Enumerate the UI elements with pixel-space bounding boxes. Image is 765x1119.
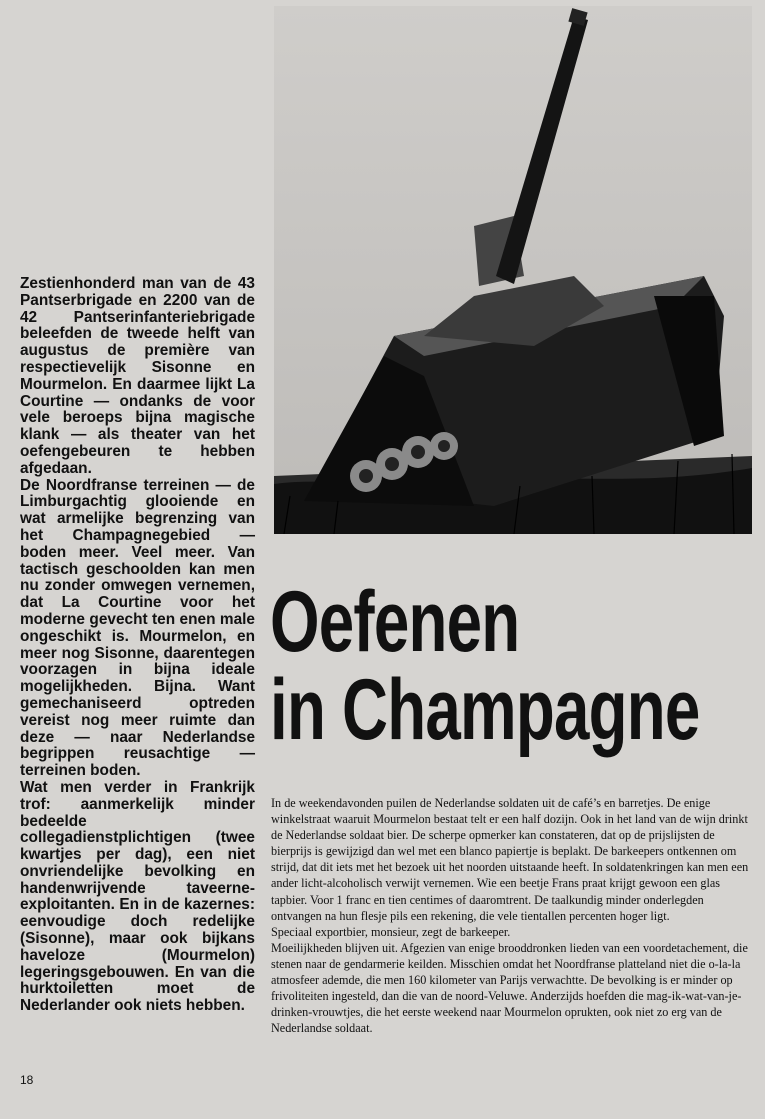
intro-column <box>20 276 255 1015</box>
body-paragraph-2: Speciaal exportbier, monsieur, zegt de barkeeper. <box>271 924 511 939</box>
headline-line-1: Oefenen <box>270 574 520 670</box>
body-paragraph-3: Moeilijkheden blijven uit. Afgezien van enige brooddronken lieden van een voordetachement, die stenen naar de gendarmerie keilden. Misschien omdat het Noordfranse platteland niet die o-la-la atmosfeer ademde, die men 160 kilometer van Parijs verwachtte. De bevolking is er minder op frivoliteiten ingesteld, dan die van de noord-Veluwe. Anderzijds hoefden die mag-ik-wat-van-je-drinken-vrouwtjes, die het eerste weekend naar Mourmelon oprukten, ook niet zo erg van de Nederlandse soldaat. <box>271 940 748 1036</box>
body-column <box>271 795 749 1036</box>
tank-icon <box>274 6 752 534</box>
intro-paragraph-3: Wat men verder in Frankrijk trof: aanmerkelijk minder bedeelde collegadienstplichtigen (twee kwartjes per dag), een niet onvriendelijke bevolking en handenwrijvende taveerne-exploitanten. En in de kazernes: eenvoudige doch redelijke (Sisonne), maar ook bijkans haveloze (Mourmelon) legeringsgebouwen. En van die hurktoiletten moet de Nederlander ook niets hebben. <box>20 778 255 1015</box>
intro-paragraph-1: Zestienhonderd man van de 43 Pantserbrigade en 2200 van de 42 Pantserinfanteriebrigade beleefden de tweede helft van augustus de première van respectievelijk Sisonne en Mourmelon. En daarmee lijkt La Courtine — ondanks de voor vele beroeps bijna magische klank — als theater van het oefengebeuren te hebben afgedaan. <box>20 275 255 477</box>
page-number: 18 <box>20 1073 34 1087</box>
headline-line-2: in Champagne <box>270 662 700 758</box>
article-headline <box>270 574 700 758</box>
tank-photo <box>274 6 752 534</box>
body-paragraph-1: In de weekendavonden puilen de Nederlandse soldaten uit de café’s en barretjes. De enige winkelstraat waaruit Mourmelon bestaat telt er een half dozijn. Ook in het land van de wijn drinkt de Nederlandse soldaat bier. De scherpe opmerker kan constateren, dat op de prijslijsten de bierprijs is gewijzigd dan wel met een blanco papiertje is beplakt. De barkeepers ontkennen om strijd, dat dit iets met het bezoek uit het noorden uitstaande heeft. In soldatenkringen kan men een ander licht-alcoholisch verwijt vernemen. Wie een beetje Frans praat krijgt gewoon een glas tapbier. Voor 1 franc en tien centimes of daaromtrent. De taalkundig minder onderlegden ontvangen na hun flesje pils een rekening, die vele tientallen percenten hoger ligt. <box>271 796 749 923</box>
intro-paragraph-2: De Noordfranse terreinen — de Limburgachtig glooiende en wat armelijke begrenzing van het Champagnegebied — boden meer. Veel meer. Van tactisch geschoolden kan men nu zonder omwegen vernemen, dat La Courtine voor het moderne gevecht ten enen male ongeschikt is. Mourmelon, en meer nog Sisonne, daarentegen voorzagen in bijna ideale mogelijkheden. Bijna. Want gemechaniseerd optreden vereist nog meer ruimte dan deze — naar Nederlandse begrippen reusachtige — terreinen boden. <box>20 476 255 780</box>
